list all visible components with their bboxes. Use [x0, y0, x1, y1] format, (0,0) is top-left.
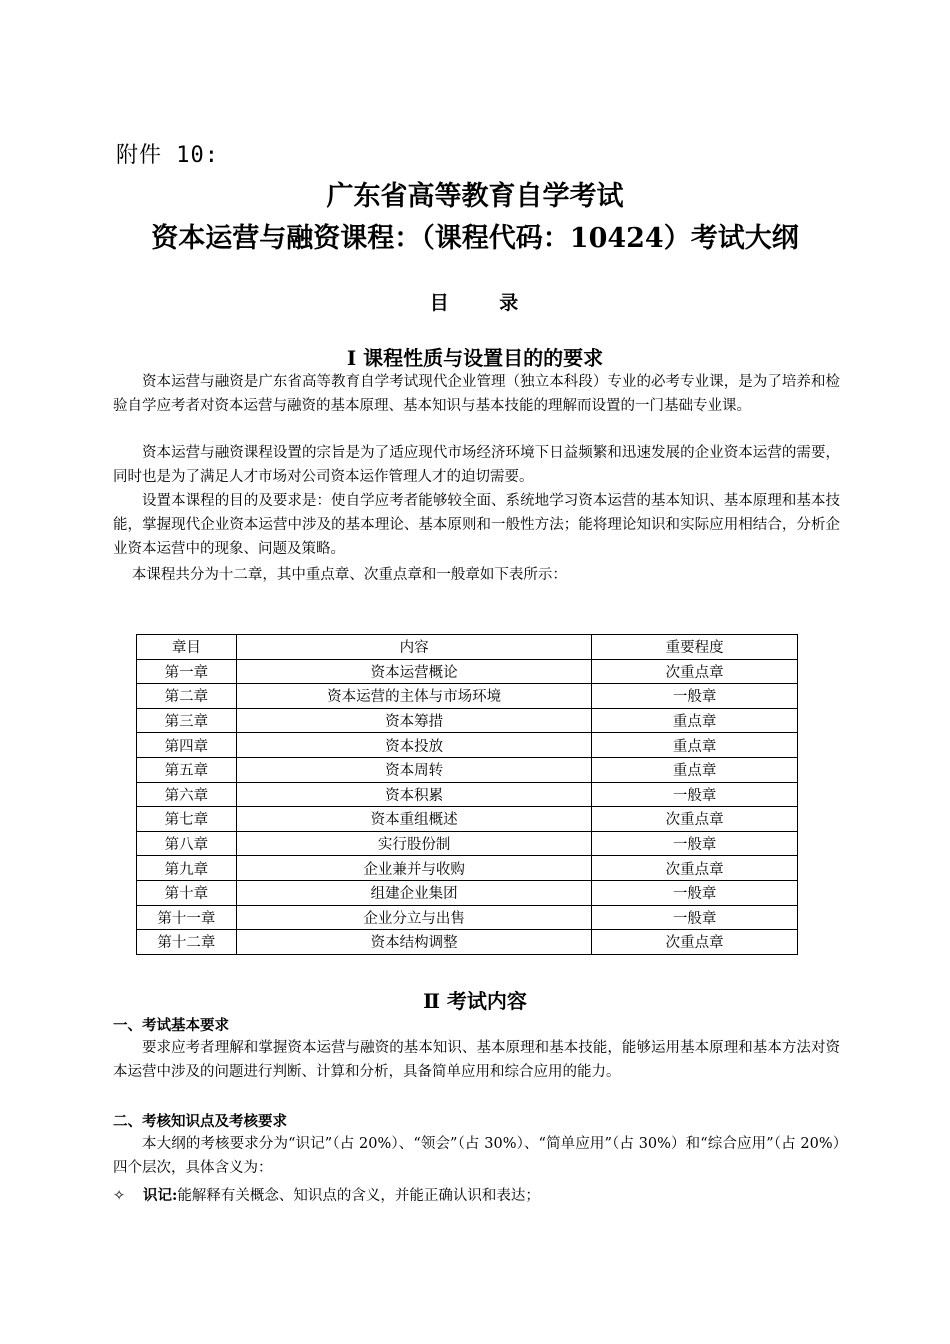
importance-cell: 一般章 [592, 905, 798, 930]
chapter-cell: 第六章 [137, 782, 237, 807]
table-row [137, 733, 798, 758]
table-row [137, 856, 798, 881]
content-cell: 组建企业集团 [236, 880, 591, 905]
content-cell: 资本投放 [236, 733, 591, 758]
column-header-chapter: 章目 [137, 635, 237, 660]
content-cell: 资本积累 [236, 782, 591, 807]
section1-title: Ⅰ 课程性质与设置目的的要求 [346, 346, 604, 370]
subsection2-heading: 二、考核知识点及考核要求 [113, 1113, 287, 1130]
table-row [137, 684, 798, 709]
diamond-bullet-icon: ✧ [113, 1188, 126, 1204]
table-row [137, 782, 798, 807]
content-cell: 资本重组概述 [236, 807, 591, 832]
importance-cell: 一般章 [592, 831, 798, 856]
chapter-cell: 第五章 [137, 757, 237, 782]
chapter-cell: 第一章 [137, 659, 237, 684]
column-header-content: 内容 [236, 635, 591, 660]
importance-cell: 次重点章 [592, 807, 798, 832]
chapter-cell: 第十一章 [137, 905, 237, 930]
content-cell: 资本运营的主体与市场环境 [236, 684, 591, 709]
importance-cell: 重点章 [592, 757, 798, 782]
chapter-cell: 第十二章 [137, 930, 237, 955]
content-cell: 实行股份制 [236, 831, 591, 856]
bullet-item-recall [113, 1184, 540, 1205]
table-row [137, 905, 798, 930]
chapter-cell: 第九章 [137, 856, 237, 881]
subsection2-paragraph: 本大纲的考核要求分为“识记”（占 20%）、“领会”（占 30%）、“简单应用”（占 30%）和“综合应用”（占 20%）四个层次，具体含义为： [113, 1136, 840, 1176]
table-row [137, 930, 798, 955]
importance-cell: 次重点章 [592, 856, 798, 881]
table-row [137, 880, 798, 905]
chapter-cell: 第七章 [137, 807, 237, 832]
content-cell: 资本结构调整 [236, 930, 591, 955]
importance-cell: 一般章 [592, 684, 798, 709]
importance-cell: 重点章 [592, 733, 798, 758]
attachment-label: 附件 10: [116, 143, 219, 168]
table-row [137, 831, 798, 856]
importance-cell: 重点章 [592, 708, 798, 733]
chapter-cell: 第二章 [137, 684, 237, 709]
document-title-line2: 资本运营与融资课程：（课程代码：10424）考试大纲 [151, 223, 799, 254]
content-cell: 资本周转 [236, 757, 591, 782]
table-row [137, 807, 798, 832]
content-cell: 企业分立与出售 [236, 905, 591, 930]
content-cell: 资本运营概论 [236, 659, 591, 684]
toc-heading: 目 录 [429, 292, 521, 314]
bullet-term: 识记: [143, 1187, 178, 1204]
subsection1-heading: 一、考试基本要求 [113, 1017, 229, 1034]
chapter-cell: 第八章 [137, 831, 237, 856]
table-row [137, 659, 798, 684]
subsection1-paragraph: 要求应考者理解和掌握资本运营与融资的基本知识、基本原理和基本技能，能够运用基本原理和基本方法对资本运营中涉及的问题进行判断、计算和分析，具备简单应用和综合应用的能力。 [113, 1040, 840, 1080]
document-title-line1: 广东省高等教育自学考试 [326, 181, 624, 212]
chapter-cell: 第三章 [137, 708, 237, 733]
importance-cell: 次重点章 [592, 659, 798, 684]
section1-paragraph-3: 设置本课程的目的及要求是：使自学应考者能够较全面、系统地学习资本运营的基本知识、基本原理和基本技能，掌握现代企业资本运营中涉及的基本理论、基本原则和一般性方法；能将理论知识和实际应用相结合，分析企业资本运营中的现象、问题及策略。 [113, 493, 840, 557]
chapter-cell: 第十章 [137, 880, 237, 905]
chapter-table [136, 634, 798, 955]
table-row [137, 757, 798, 782]
content-cell: 资本筹措 [236, 708, 591, 733]
section2-title: Ⅱ 考试内容 [423, 989, 527, 1013]
column-header-importance: 重要程度 [592, 635, 798, 660]
importance-cell: 一般章 [592, 782, 798, 807]
table-row [137, 708, 798, 733]
table-header-row [137, 635, 798, 660]
section1-paragraph-2: 资本运营与融资课程设置的宗旨是为了适应现代市场经济环境下日益频繁和迅速发展的企业资本运营的需要，同时也是为了满足人才市场对公司资本运作管理人才的迫切需要。 [113, 445, 840, 485]
section1-paragraph-1: 资本运营与融资是广东省高等教育自学考试现代企业管理（独立本科段）专业的必考专业课，是为了培养和检验自学应考者对资本运营与融资的基本原理、基本知识与基本技能的理解而设置的一门基础专业课。 [113, 374, 840, 414]
importance-cell: 一般章 [592, 880, 798, 905]
section1-paragraph-4: 本课程共分为十二章，其中重点章、次重点章和一般章如下表所示： [131, 567, 567, 583]
bullet-text: 能解释有关概念、知识点的含义，并能正确认识和表达； [177, 1188, 540, 1204]
importance-cell: 次重点章 [592, 930, 798, 955]
chapter-cell: 第四章 [137, 733, 237, 758]
content-cell: 企业兼并与收购 [236, 856, 591, 881]
